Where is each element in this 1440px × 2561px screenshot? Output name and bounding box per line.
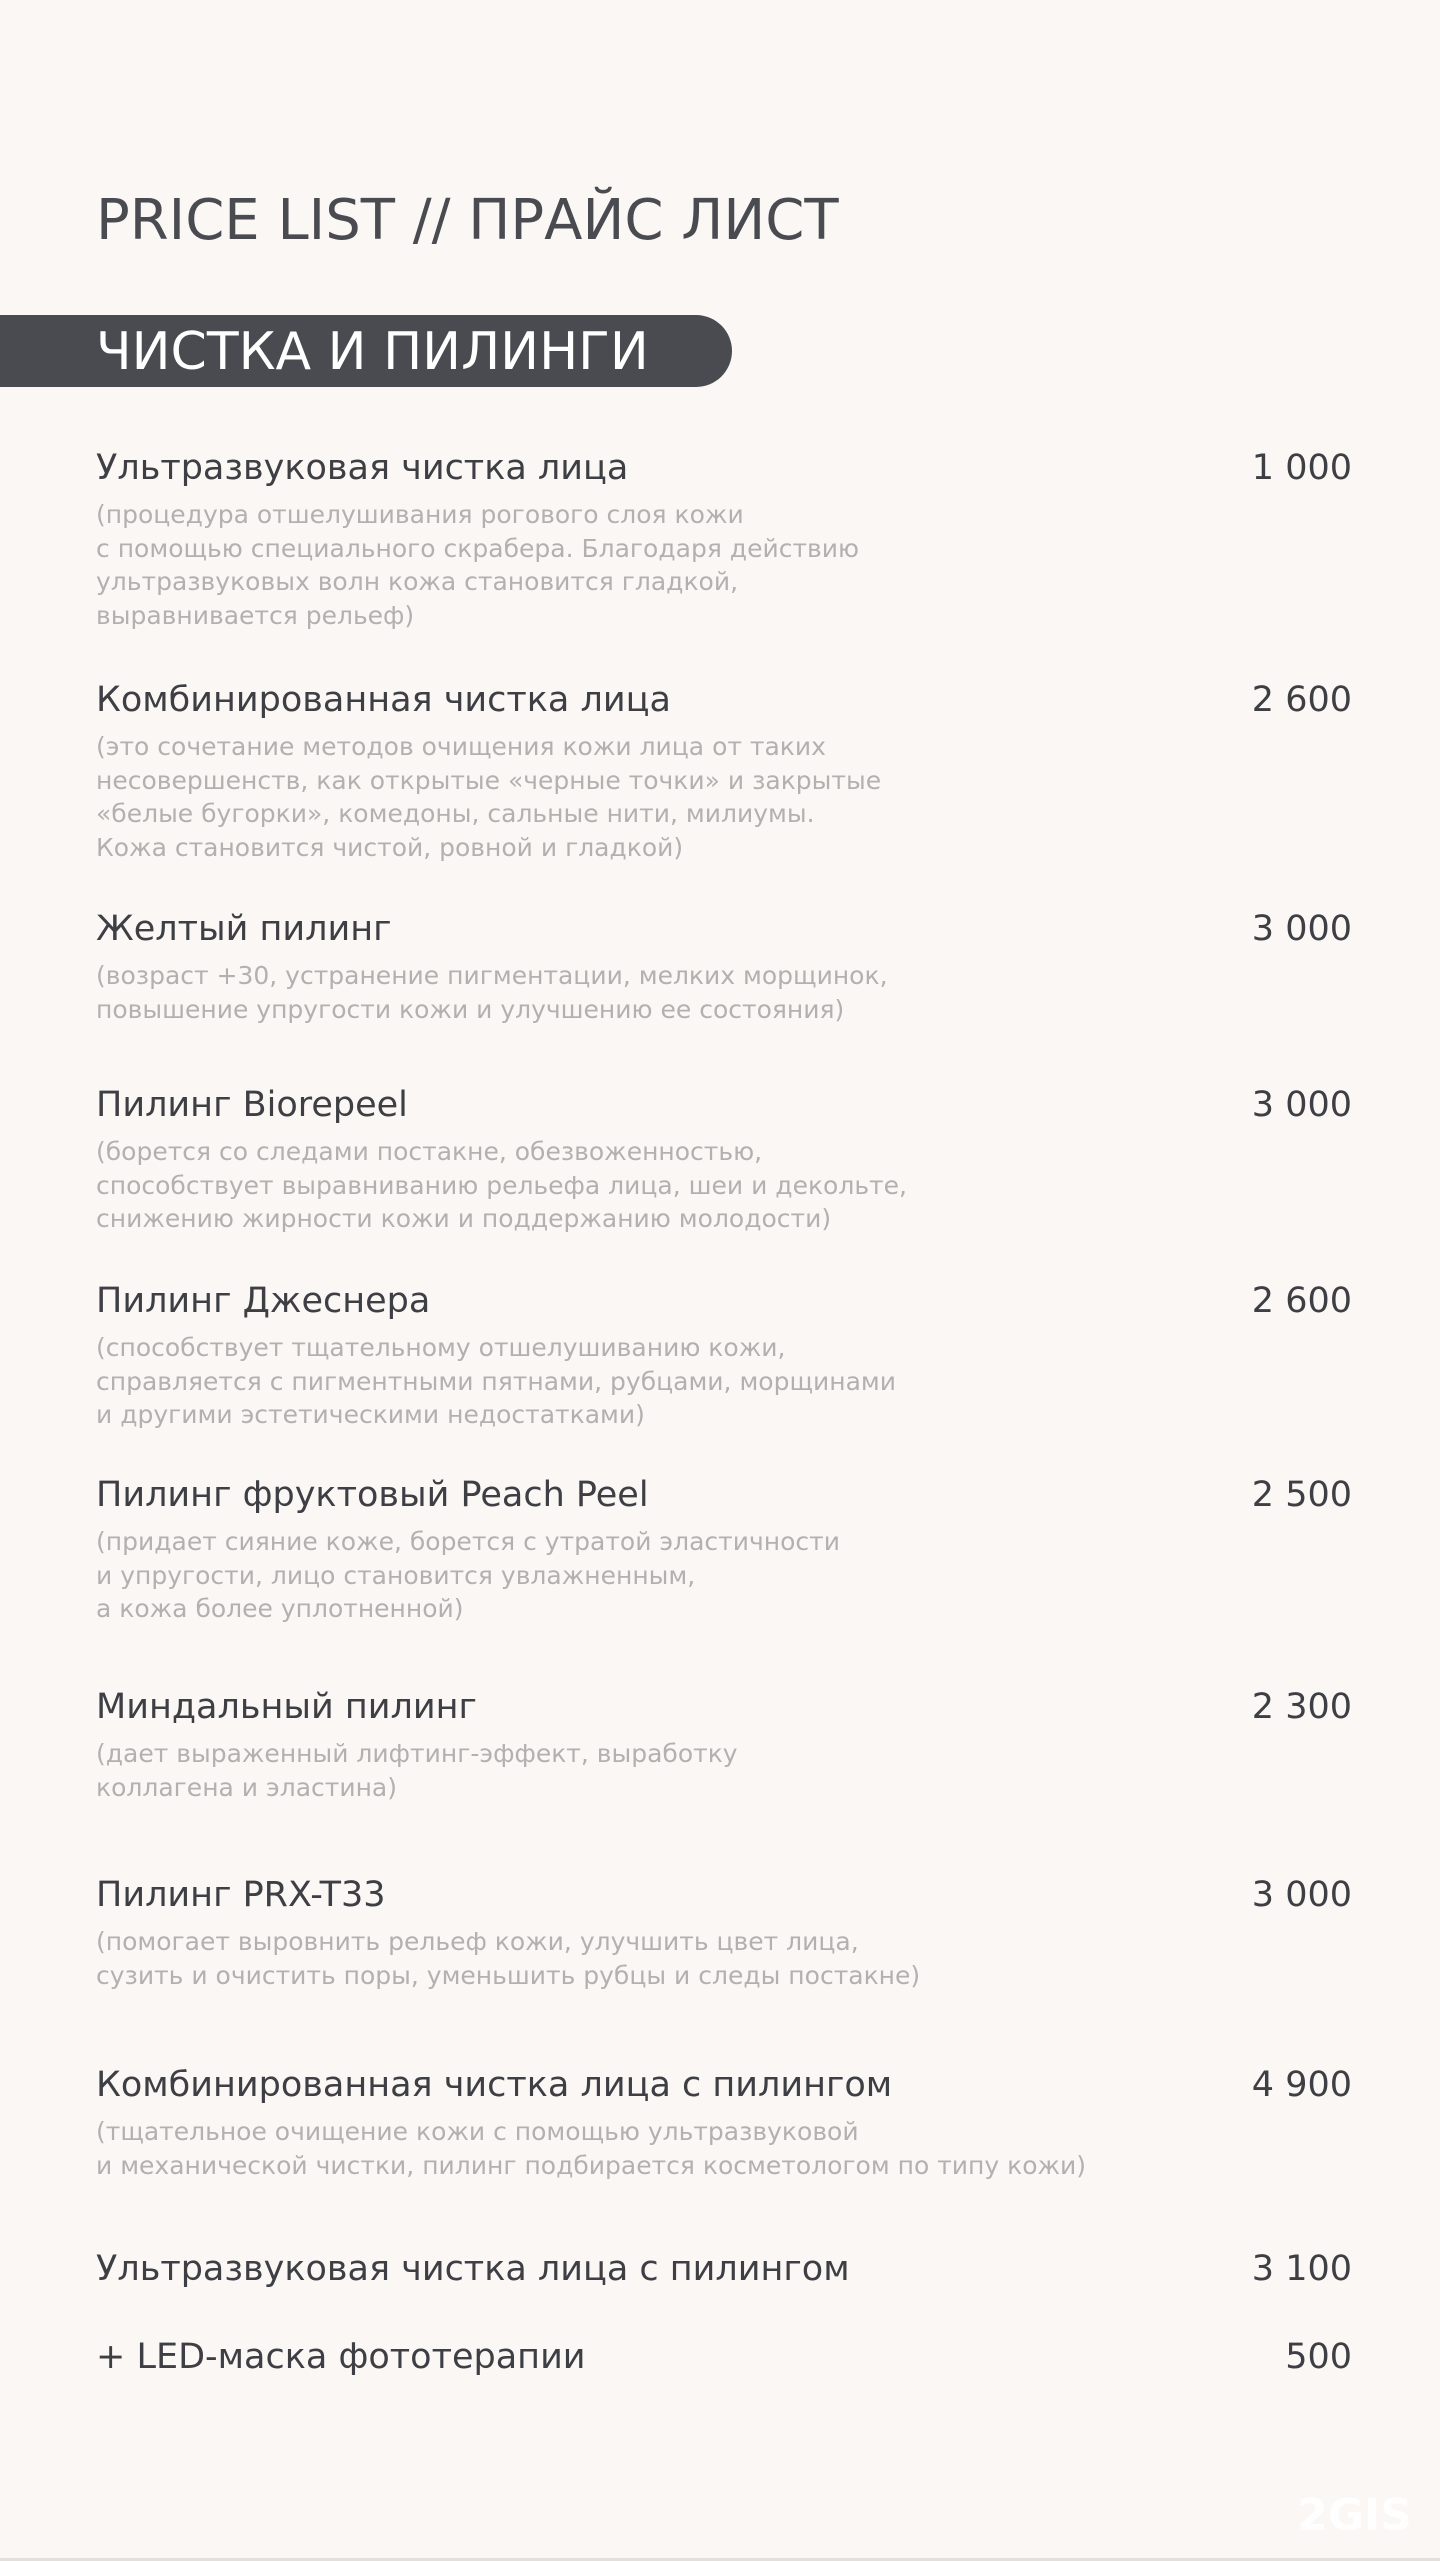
price-item bbox=[96, 680, 1352, 864]
price-item bbox=[96, 2337, 1352, 2377]
service-price: 3 000 bbox=[1251, 909, 1352, 949]
service-price: 2 600 bbox=[1251, 680, 1352, 720]
price-item bbox=[96, 1085, 1352, 1236]
service-description: (процедура отшелушивания рогового слоя кожи с помощью специального скрабера. Благодаря действию ультразвуковых волн кожа становится гладкой, выравнивается рельеф) bbox=[96, 500, 860, 630]
price-item bbox=[96, 1687, 1352, 1804]
price-item bbox=[96, 2065, 1352, 2182]
page-title: PRICE LIST // ПРАЙС ЛИСТ bbox=[96, 188, 839, 253]
service-price: 1 000 bbox=[1251, 448, 1352, 488]
service-name: Пилинг Biorepeel bbox=[96, 1085, 408, 1125]
service-name: Пилинг Джеснера bbox=[96, 1281, 431, 1321]
service-price: 3 000 bbox=[1251, 1875, 1352, 1915]
service-description: (тщательное очищение кожи с помощью ультразвуковой и механической чистки, пилинг подбирается косметологом по типу кожи) bbox=[96, 2117, 1087, 2180]
service-price: 500 bbox=[1285, 2337, 1352, 2377]
service-price: 4 900 bbox=[1251, 2065, 1352, 2105]
section-title: ЧИСТКА И ПИЛИНГИ bbox=[96, 322, 649, 382]
price-item bbox=[96, 1281, 1352, 1432]
service-description: (возраст +30, устранение пигментации, мелких морщинок, повышение упругости кожи и улучшению ее состояния) bbox=[96, 961, 888, 1024]
service-description: (борется со следами постакне, обезвоженностью, способствует выравниванию рельефа лица, шеи и декольте, снижению жирности кожи и поддержанию молодости) bbox=[96, 1137, 907, 1233]
service-price: 2 300 bbox=[1251, 1687, 1352, 1727]
service-name: Ультразвуковая чистка лица с пилингом bbox=[96, 2249, 850, 2289]
service-price: 3 100 bbox=[1251, 2249, 1352, 2289]
watermark-logo: 2GIS bbox=[1297, 2490, 1412, 2541]
service-name: Пилинг фруктовый Peach Peel bbox=[96, 1475, 649, 1515]
price-item bbox=[96, 2249, 1352, 2289]
service-name: Пилинг PRX-T33 bbox=[96, 1875, 386, 1915]
service-price: 3 000 bbox=[1251, 1085, 1352, 1125]
service-description: (придает сияние коже, борется с утратой эластичности и упругости, лицо становится увлажненным, а кожа более уплотненной) bbox=[96, 1527, 840, 1623]
service-name: Желтый пилинг bbox=[96, 909, 392, 949]
price-item bbox=[96, 1875, 1352, 1992]
price-item bbox=[96, 448, 1352, 632]
service-name: Миндальный пилинг bbox=[96, 1687, 477, 1727]
price-item bbox=[96, 1475, 1352, 1626]
service-name: Комбинированная чистка лица bbox=[96, 680, 671, 720]
service-price: 2 600 bbox=[1251, 1281, 1352, 1321]
service-name: Комбинированная чистка лица с пилингом bbox=[96, 2065, 893, 2105]
service-description: (помогает выровнить рельеф кожи, улучшить цвет лица, сузить и очистить поры, уменьшить рубцы и следы постакне) bbox=[96, 1927, 921, 1990]
service-name: Ультразвуковая чистка лица bbox=[96, 448, 629, 488]
service-description: (это сочетание методов очищения кожи лица от таких несовершенств, как открытые «черные точки» и закрытые «белые бугорки», комедоны, сальные нити, милиумы. Кожа становится чистой, ровной и гладкой) bbox=[96, 732, 882, 862]
service-description: (дает выраженный лифтинг-эффект, выработку коллагена и эластина) bbox=[96, 1739, 738, 1802]
service-price: 2 500 bbox=[1251, 1475, 1352, 1515]
service-description: (способствует тщательному отшелушиванию кожи, справляется с пигментными пятнами, рубцами, морщинами и другими эстетическими недостатками) bbox=[96, 1333, 897, 1429]
price-item bbox=[96, 909, 1352, 1026]
section-banner bbox=[0, 315, 732, 387]
service-name: + LED-маска фототерапии bbox=[96, 2337, 586, 2377]
